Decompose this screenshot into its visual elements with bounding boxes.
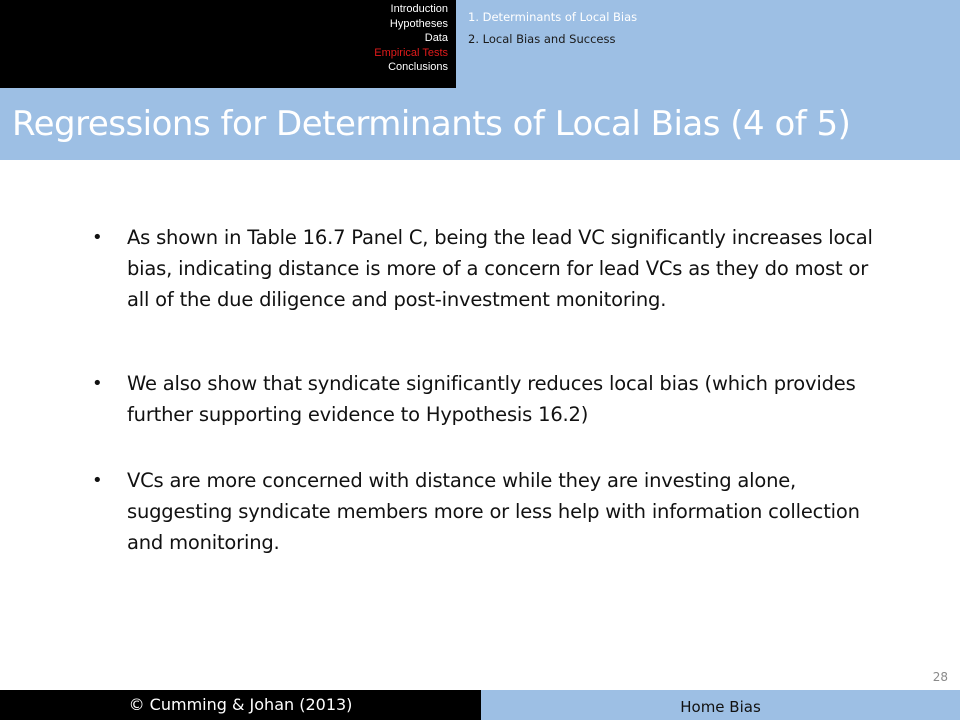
bullet-list <box>90 222 880 589</box>
page-number: 28 <box>932 670 948 684</box>
nav-item-empirical-tests[interactable]: Empirical Tests <box>374 46 448 59</box>
section-list <box>374 2 448 75</box>
title-band <box>0 88 960 160</box>
bullet-text: We also show that syndicate significantly reduces local bias (which provides further supporting evidence to Hypothesis 16.2) <box>127 372 856 426</box>
subsection-nav <box>456 0 960 88</box>
bullet-text: VCs are more concerned with distance while they are investing alone, suggesting syndicate members more or less help with information collection and monitoring. <box>127 469 860 554</box>
nav-item-hypotheses[interactable]: Hypotheses <box>389 17 448 30</box>
slide-title: Regressions for Determinants of Local Bias (4 of 5) <box>12 104 851 144</box>
bullet-dot-icon: • <box>92 373 103 394</box>
subnav-item-success[interactable]: 2. Local Bias and Success <box>468 32 616 46</box>
nav-item-conclusions[interactable]: Conclusions <box>388 61 448 73</box>
subnav-item-determinants[interactable]: 1. Determinants of Local Bias <box>468 10 638 24</box>
footer-copyright: © Cumming & Johan (2013) <box>0 690 481 720</box>
bullet-item <box>90 465 880 558</box>
nav-item-introduction[interactable]: Introduction <box>390 3 448 15</box>
nav-item-data[interactable]: Data <box>424 32 448 44</box>
footer-topic: Home Bias <box>481 690 960 720</box>
bullet-dot-icon: • <box>92 227 103 248</box>
bullet-item <box>90 368 880 430</box>
bullet-text: As shown in Table 16.7 Panel C, being the lead VC significantly increases local bias, indicating distance is more of a concern for lead VCs as they do most or all of the due diligence and post-investment monitoring. <box>127 226 873 311</box>
subsection-list <box>468 6 637 50</box>
bullet-dot-icon: • <box>92 470 103 491</box>
section-nav <box>0 0 456 88</box>
bullet-item <box>90 222 880 315</box>
